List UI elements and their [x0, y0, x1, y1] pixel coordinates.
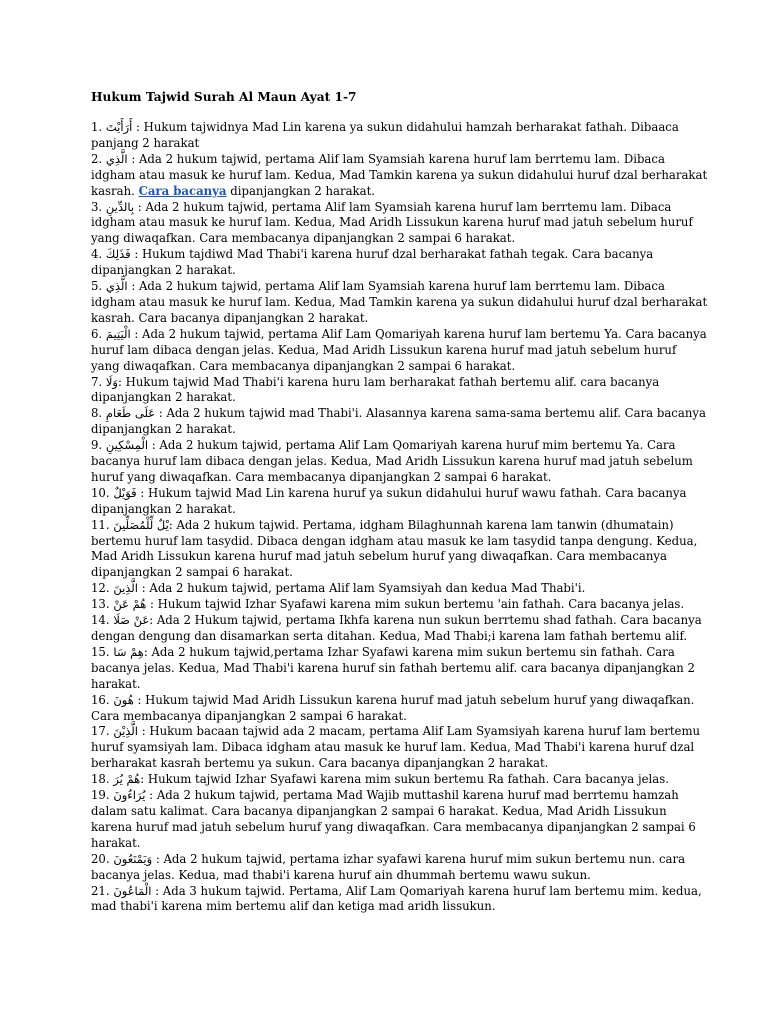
entry-explanation: : Ada 2 hukum tajwid, pertama izhar syafawi karena huruf mim sukun bertemu nun. cara bacanya jelas. Kedua, mad thabi'i karena huruf ain dhummah bertemu wawu sukun. — [91, 851, 686, 882]
arabic-phrase: الَّذِيْنَ — [113, 724, 139, 739]
arabic-phrase: الَّذِينَ — [113, 581, 139, 596]
arabic-phrase: الْمَاعُونَ — [113, 883, 152, 898]
list-item — [91, 724, 708, 772]
entry-explanation: : Hukum tajdiwd Mad Thabi'i karena huruf dzal berharakat fathah tegak. Cara bacanya dipanjangkan 2 harakat. — [91, 247, 654, 278]
entry-explanation: : Hukum tajwid Izhar Syafawi karena mim sukun bertemu Ra fathah. Cara bacanya jelas. — [140, 772, 669, 787]
list-item — [91, 884, 708, 916]
arabic-phrase: هُمْ يُرَ — [113, 772, 141, 787]
arabic-phrase: يُرَاءُونَ — [113, 788, 146, 803]
entry-number: 21. — [91, 883, 114, 898]
entry-explanation: : Ada 2 Hukum tajwid, pertama Ikhfa karena nun sukun berrtemu shad fathah. Cara bacanya dengan dengung dan disamarkan serta ditahan. Kedua, Mad Thabi;i karena lam fathah bertemu alif. — [91, 613, 702, 643]
entry-number: 17. — [91, 724, 114, 739]
entry-explanation: : Hukum tajwid Izhar Syafawi karena mim sukun bertemu 'ain fathah. Cara bacanya jelas. — [146, 597, 685, 612]
entry-number: 8. — [91, 406, 106, 421]
arabic-phrase: الَّذِي — [105, 279, 128, 294]
list-item — [91, 518, 708, 582]
entry-explanation: : Ada 2 hukum tajwid. Pertama, idgham Bilaghunnah karena lam tanwin (dhumatain) bertemu huruf lam tasydid. Dibaca dengan idgham atau masuk ke lam tasydid tanpa dengung. Kedua, Mad Aridh Lissukun karena huruf mad jatuh sebelum huruf yang diwaqafkan. Cara membacanya dipanjangkan 2 sampai 6 harakat. — [91, 517, 698, 580]
arabic-phrase: هُونَ — [113, 692, 134, 707]
entry-explanation: : Ada 2 hukum tajwid, pertama Alif Lam Qomariyah karena huruf mim bertemu Ya. Cara bacanya huruf lam dibaca dengan jelas. Kedua, Mad Aridh Lissukun karena huruf mad jatuh sebelum huruf yang diwaqafkan. Cara membacanya dipanjangkan 2 sampai 6 harakat. — [91, 438, 693, 484]
list-item — [91, 247, 708, 279]
list-item — [91, 120, 708, 152]
list-item — [91, 327, 708, 375]
arabic-phrase: عَلَى طَعَامِ — [105, 406, 156, 421]
arabic-phrase: الَّذِي — [105, 151, 128, 166]
entry-explanation: : Ada 2 hukum tajwid, pertama Mad Wajib muttashil karena huruf mad berrtemu hamzah dalam satu kalimat. Cara bacanya dipanjangkan 2 sampai 6 harakat. Kedua, Mad Aridh Lissukun karena huruf mad jatuh sebelum huruf yang diwaqafkan. Cara membacanya dipanjangkan 2 sampai 6 harakat. — [91, 788, 696, 850]
list-item — [91, 581, 708, 597]
arabic-phrase: يْلٌ لِّلْمُصَلِّينَ — [113, 517, 169, 532]
entry-explanation: : Hukum bacaan tajwid ada 2 macam, pertama Alif Lam Syamsiyah karena huruf lam bertemu huruf syamsiyah lam. Dibaca idgham atau masuk ke huruf lam. Kedua, Mad Thabi'i karena huruf dzal berharakat kasrah bertemu ya sukun. Cara bacanya dipanjangkan 2 harakat. — [91, 724, 701, 771]
list-item — [91, 152, 708, 200]
arabic-phrase: أَرَأَيْتَ — [105, 120, 133, 134]
cara-bacanya-link[interactable]: Cara bacanya — [138, 183, 227, 198]
entry-explanation: : Ada 2 hukum tajwid, pertama Alif lam Syamsiyah dan kedua Mad Thabi'i. — [138, 581, 586, 596]
list-item — [91, 645, 708, 693]
entry-number: 2. — [91, 151, 106, 166]
list-item — [91, 279, 708, 327]
entry-number: 12. — [91, 581, 114, 596]
arabic-phrase: الْيَتِيمَ — [105, 326, 131, 341]
entry-number: 1. — [91, 120, 106, 134]
list-item — [91, 438, 708, 486]
entry-number: 4. — [91, 247, 106, 262]
entry-number: 6. — [91, 326, 106, 341]
list-item — [91, 772, 708, 788]
entry-number: 3. — [91, 199, 106, 214]
entry-number: 20. — [91, 851, 114, 866]
entry-explanation: : Ada 2 hukum tajwid, pertama Alif lam Syamsiah karena huruf lam berrtemu lam. Dibaca idgham atau masuk ke huruf lam. Kedua, Mad Tamkin karena ya sukun didahului huruf dzal berharakat kasrah. Cara bacanya dipanjangkan 2 harakat. — [91, 279, 708, 325]
entry-number: 5. — [91, 279, 106, 294]
arabic-phrase: هُمْ عَنْ — [113, 597, 147, 612]
entry-explanation: : Ada 2 hukum tajwid mad Thabi'i. Alasannya karena sama-sama bertemu alif. Cara bacanya dipanjangkan 2 harakat. — [91, 406, 706, 437]
entry-explanation: : Hukum tajwidnya Mad Lin karena ya sukun didahului hamzah berharakat fathah. Dibaaca panjang 2 harakat — [91, 120, 679, 150]
entry-number: 9. — [91, 438, 106, 453]
tajwid-entries-list — [91, 120, 708, 915]
arabic-phrase: الْمِسْكِينِ — [105, 438, 149, 453]
entry-explanation-tail: dipanjangkan 2 harakat. — [226, 183, 376, 198]
arabic-phrase: فَوَيْلٌ — [113, 485, 137, 500]
list-item — [91, 693, 708, 725]
entry-number: 16. — [91, 692, 114, 707]
entry-explanation: : Hukum tajwid Mad Aridh Lissukun karena huruf mad jatuh sebelum huruf yang diwaqafkan. Cara membacanya dipanjangkan 2 sampai 6 harakat. — [91, 692, 695, 723]
document-title: Hukum Tajwid Surah Al Maun Ayat 1-7 — [91, 90, 357, 104]
arabic-phrase: بِالدِّينِ — [105, 199, 135, 214]
list-item — [91, 852, 708, 884]
list-item — [91, 200, 708, 248]
entry-number: 10. — [91, 485, 114, 500]
entry-number: 15. — [91, 644, 114, 659]
entry-explanation: : Ada 2 hukum tajwid, pertama Alif lam Syamsiah karena huruf lam berrtemu lam. Dibaca idgham atau masuk ke huruf lam. Kedua, Mad Aridh Lissukun karena huruf mad jatuh sebelum huruf yang diwaqafkan. Cara membacanya dipanjangkan 2 sampai 6 harakat. — [91, 199, 693, 246]
entry-explanation: : Hukum tajwid Mad Thabi'i karena huru lam berharakat fathah bertemu alif. cara bacanya dipanjangkan 2 harakat. — [91, 374, 660, 405]
arabic-phrase: وَيَمْنَعُونَ — [113, 851, 153, 866]
entry-number: 18. — [91, 772, 114, 787]
entry-explanation: : Ada 2 hukum tajwid,pertama Izhar Syafawi karena mim sukun bertemu sin fathah. Cara bacanya jelas. Kedua, Mad Thabi'i karena huruf sin fathah bertemu alif. cara bacanya dipanjangkan 2 harakat. — [91, 644, 695, 691]
entry-number: 19. — [91, 788, 114, 803]
entry-number: 7. — [91, 374, 106, 389]
entry-explanation: : Ada 3 hukum tajwid. Pertama, Alif Lam Qomariyah karena huruf lam bertemu mim. kedua, mad thabi'i karena mim bertemu alif dan ketiga mad aridh lissukun. — [91, 883, 702, 914]
entry-explanation: : Hukum tajwid Mad Lin karena huruf ya sukun didahului huruf wawu fathah. Cara bacanya dipanjangkan 2 harakat. — [91, 485, 687, 516]
list-item — [91, 788, 708, 852]
arabic-phrase: وَلَا — [105, 374, 118, 389]
entry-number: 14. — [91, 613, 114, 628]
list-item — [91, 597, 708, 613]
entry-number: 13. — [91, 597, 114, 612]
entry-explanation: : Ada 2 hukum tajwid, pertama Alif Lam Qomariyah karena huruf lam bertemu Ya. Cara bacanya huruf lam dibaca dengan jelas. Kedua, Mad Aridh Lissukun karena huruf mad jatuh sebelum huruf yang diwaqafkan. Cara membacanya dipanjangkan 2 sampai 6 harakat. — [91, 326, 707, 373]
list-item — [91, 486, 708, 518]
arabic-phrase: هِمْ سَا — [113, 644, 144, 659]
list-item — [91, 613, 708, 645]
arabic-phrase: فَذَلِكَ — [105, 247, 131, 262]
entry-number: 11. — [91, 517, 114, 532]
entry-explanation: : Ada 2 hukum tajwid, pertama Alif lam Syamsiah karena huruf lam berrtemu lam. Dibaca idgham atau masuk ke huruf lam. Kedua, Mad Tamkin karena ya sukun didahului huruf dzal berharakat kasrah. — [91, 151, 708, 198]
arabic-phrase: عَنْ صَلَا — [113, 613, 150, 628]
list-item — [91, 375, 708, 407]
list-item — [91, 406, 708, 438]
